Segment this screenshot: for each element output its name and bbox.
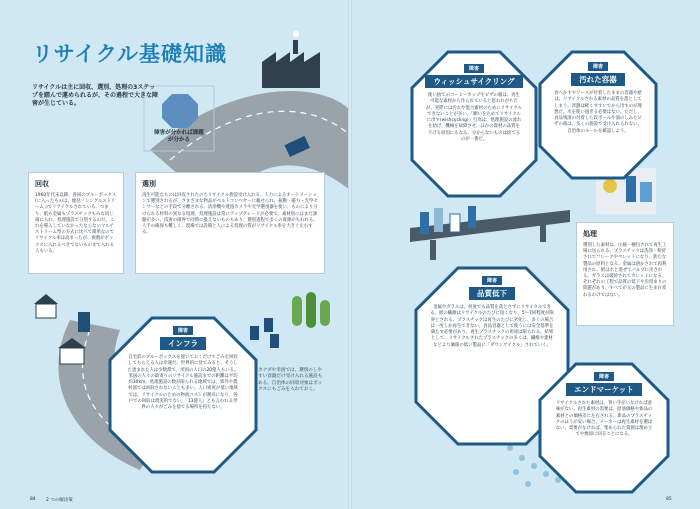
- sorting-body: 再生可能なものは回収されたのちリサイクル施設受け入れる。人力によるオートメーションで選別されるが、さまざまな物品がベルトコンベヤーに載せられ、振動・磁力・光学センサーなどの手段で分離される。清浄機や透過カメラや光学選別器を使い、ものにより分けられる材料の異なる処理、処理施設は常にアップグレードが必要で、素材別にはまだ課題が多い。技術の限界で同時に扱えないものもあり、選別過程で多くの資源が失われる。人手の確保も難しく、現場では設備と人による処理の質がリサイクル率を大きく左右する。: [142, 193, 318, 236]
- collection-heading: 回収: [35, 180, 49, 188]
- wishcycling-body: 使い捨てのコーヒーカップやピザの箱は、再生可能な素材から作られていると思われがちだが、実際には汚れや混合素材のためにリサイクルできないことが多い。「願いを込めてリサイクルに出す(wishcycling)」行為は、処理施設の流れを妨げ、機械を故障させ、ほかの資材の品質を下げる原因にもなる。分からないものは捨てるのが一番だ。: [426, 93, 522, 143]
- end-market-name: エンドマーケット: [566, 383, 642, 396]
- page-number-left: 84: [30, 497, 36, 502]
- legend-label: 障害が分かれば課題が分かる: [154, 130, 204, 143]
- right-page: [350, 0, 700, 509]
- infra-name: インフラ: [160, 337, 206, 350]
- page-title: リサイクル基礎知識: [32, 42, 228, 66]
- wishcycling-name: ウィッシュサイクリング: [425, 75, 522, 88]
- contamination-name: 汚れた容器: [571, 73, 625, 86]
- processing-box: [576, 222, 674, 326]
- contamination-body: 食べかすやソースが付着したままの容器や紙は、リサイクルされる素材の品質を落としてしまう。容器は軽くすすいでから出すのが理想だ。水を使い過ぎる必要はない。ただし、食品残渣の付着した段ボールや油のしみたピザの箱は、多くの施設で受け入れられない。自治体のルールを確認しよう。: [554, 91, 642, 134]
- page-section-label: 2 つの解決策: [46, 498, 73, 503]
- sorting-heading: 選別: [142, 180, 156, 188]
- infra-obstacle: [116, 326, 250, 412]
- intro-text: リサイクルは主に回収、選別、処理の3ステップを踏んで運められるが、その過程で大きな障害が生じている。: [32, 84, 159, 107]
- sidebar-note: カナダや米国では、選別のしやすい容器だけ受け入れる施設もある。自治体の回収対象はボックスにもごみを入れておく。: [258, 368, 323, 393]
- degradation-name: 品質低下: [469, 287, 515, 300]
- page-number-right: 85: [666, 497, 672, 502]
- processing-body: 選別した素材は、圧縮・梱包されて再生工場に送られる。プラスチックは洗浄・粉砕されてフレークやペレットになり、新たな製品の原料となる。金属は溶かされて再利用され、紙は水と混ぜてパルプに戻される。ガラスは破砕されてカレットになる。それぞれの工程で品質の低下や歩留まりの問題があり、すべてが元の製品に生まれ変わるわけではない。: [583, 243, 667, 298]
- infra-tag: 障害: [173, 326, 193, 335]
- collection-body: 1960年代末以降、各国のブルーボックス(に入ったものは、総括「シングルストリーム」)でリサイクルされている。つまり、紙も金属もプラスチックもみな同じ箱に入れ、処理施設で分別するのだ。これを導入していなかったならないマルチストリーム型の方式に比べて簡単なのでリサイクル率は高まったが、複数がボックスに入れるべきでないものまで入れる人もいる。: [35, 193, 117, 254]
- page-gutter: [348, 0, 352, 509]
- degradation-body: 金属やガラスは、何度でも品質を落とさずにリサイクルできる。紙の繊維はリサイクルのたびに短くなり、5〜7回程度が限界とされる。プラスチックは再生のたびに劣化し、多くの場合は一度しか再生できない。食品容器として使うには安全基準を満たす必要があり、再生プラスチックの用途は限られる。結果として、リサイクルされたプラスチックの多くは、繊維や建材などより価値の低い製品に「ダウンサイクル」されていく。: [430, 305, 554, 348]
- contamination-tag: 障害: [588, 62, 608, 71]
- degradation-obstacle: [424, 276, 560, 349]
- wishcycling-obstacle: [420, 64, 528, 143]
- end-market-body: リサイクルされた素材は、買い手がいなければ意味がない。再生素材の需要は、原油価格や新品の素材との価格差に左右される。新品のプラスチックのほうが安い場合、メーカーは再生素材を選ばない。需要がなければ、集められた資源は埋め立てや焼却に回ることになる。: [555, 401, 653, 438]
- end-market-obstacle: [548, 372, 660, 439]
- degradation-tag: 障害: [482, 276, 502, 285]
- end-market-tag: 障害: [594, 372, 614, 381]
- infra-body: 自宅前のブルーボックスを置いておくだけでごみを回収してもらえる人は幸運だ。世界的に見てみると、そうした恵まれた人は少数派で、米国の人口の20億人もいる。米国の人々の最寄りのリサイクル施設までの距離は平均約30km。処理施設の数が限られる地域では、郊外や農村部では回収されないことも多い。人口密度が低い地域では、リサイクルのための物流コストが割高になり、各戸での回収は現実的でない。「13億人」とも言われる世界の人々がごみを捨てる場所を持たない。: [127, 355, 239, 411]
- contamination-obstacle: [548, 62, 648, 135]
- processing-heading: 処理: [583, 230, 597, 238]
- wishcycling-tag: 障害: [464, 64, 484, 73]
